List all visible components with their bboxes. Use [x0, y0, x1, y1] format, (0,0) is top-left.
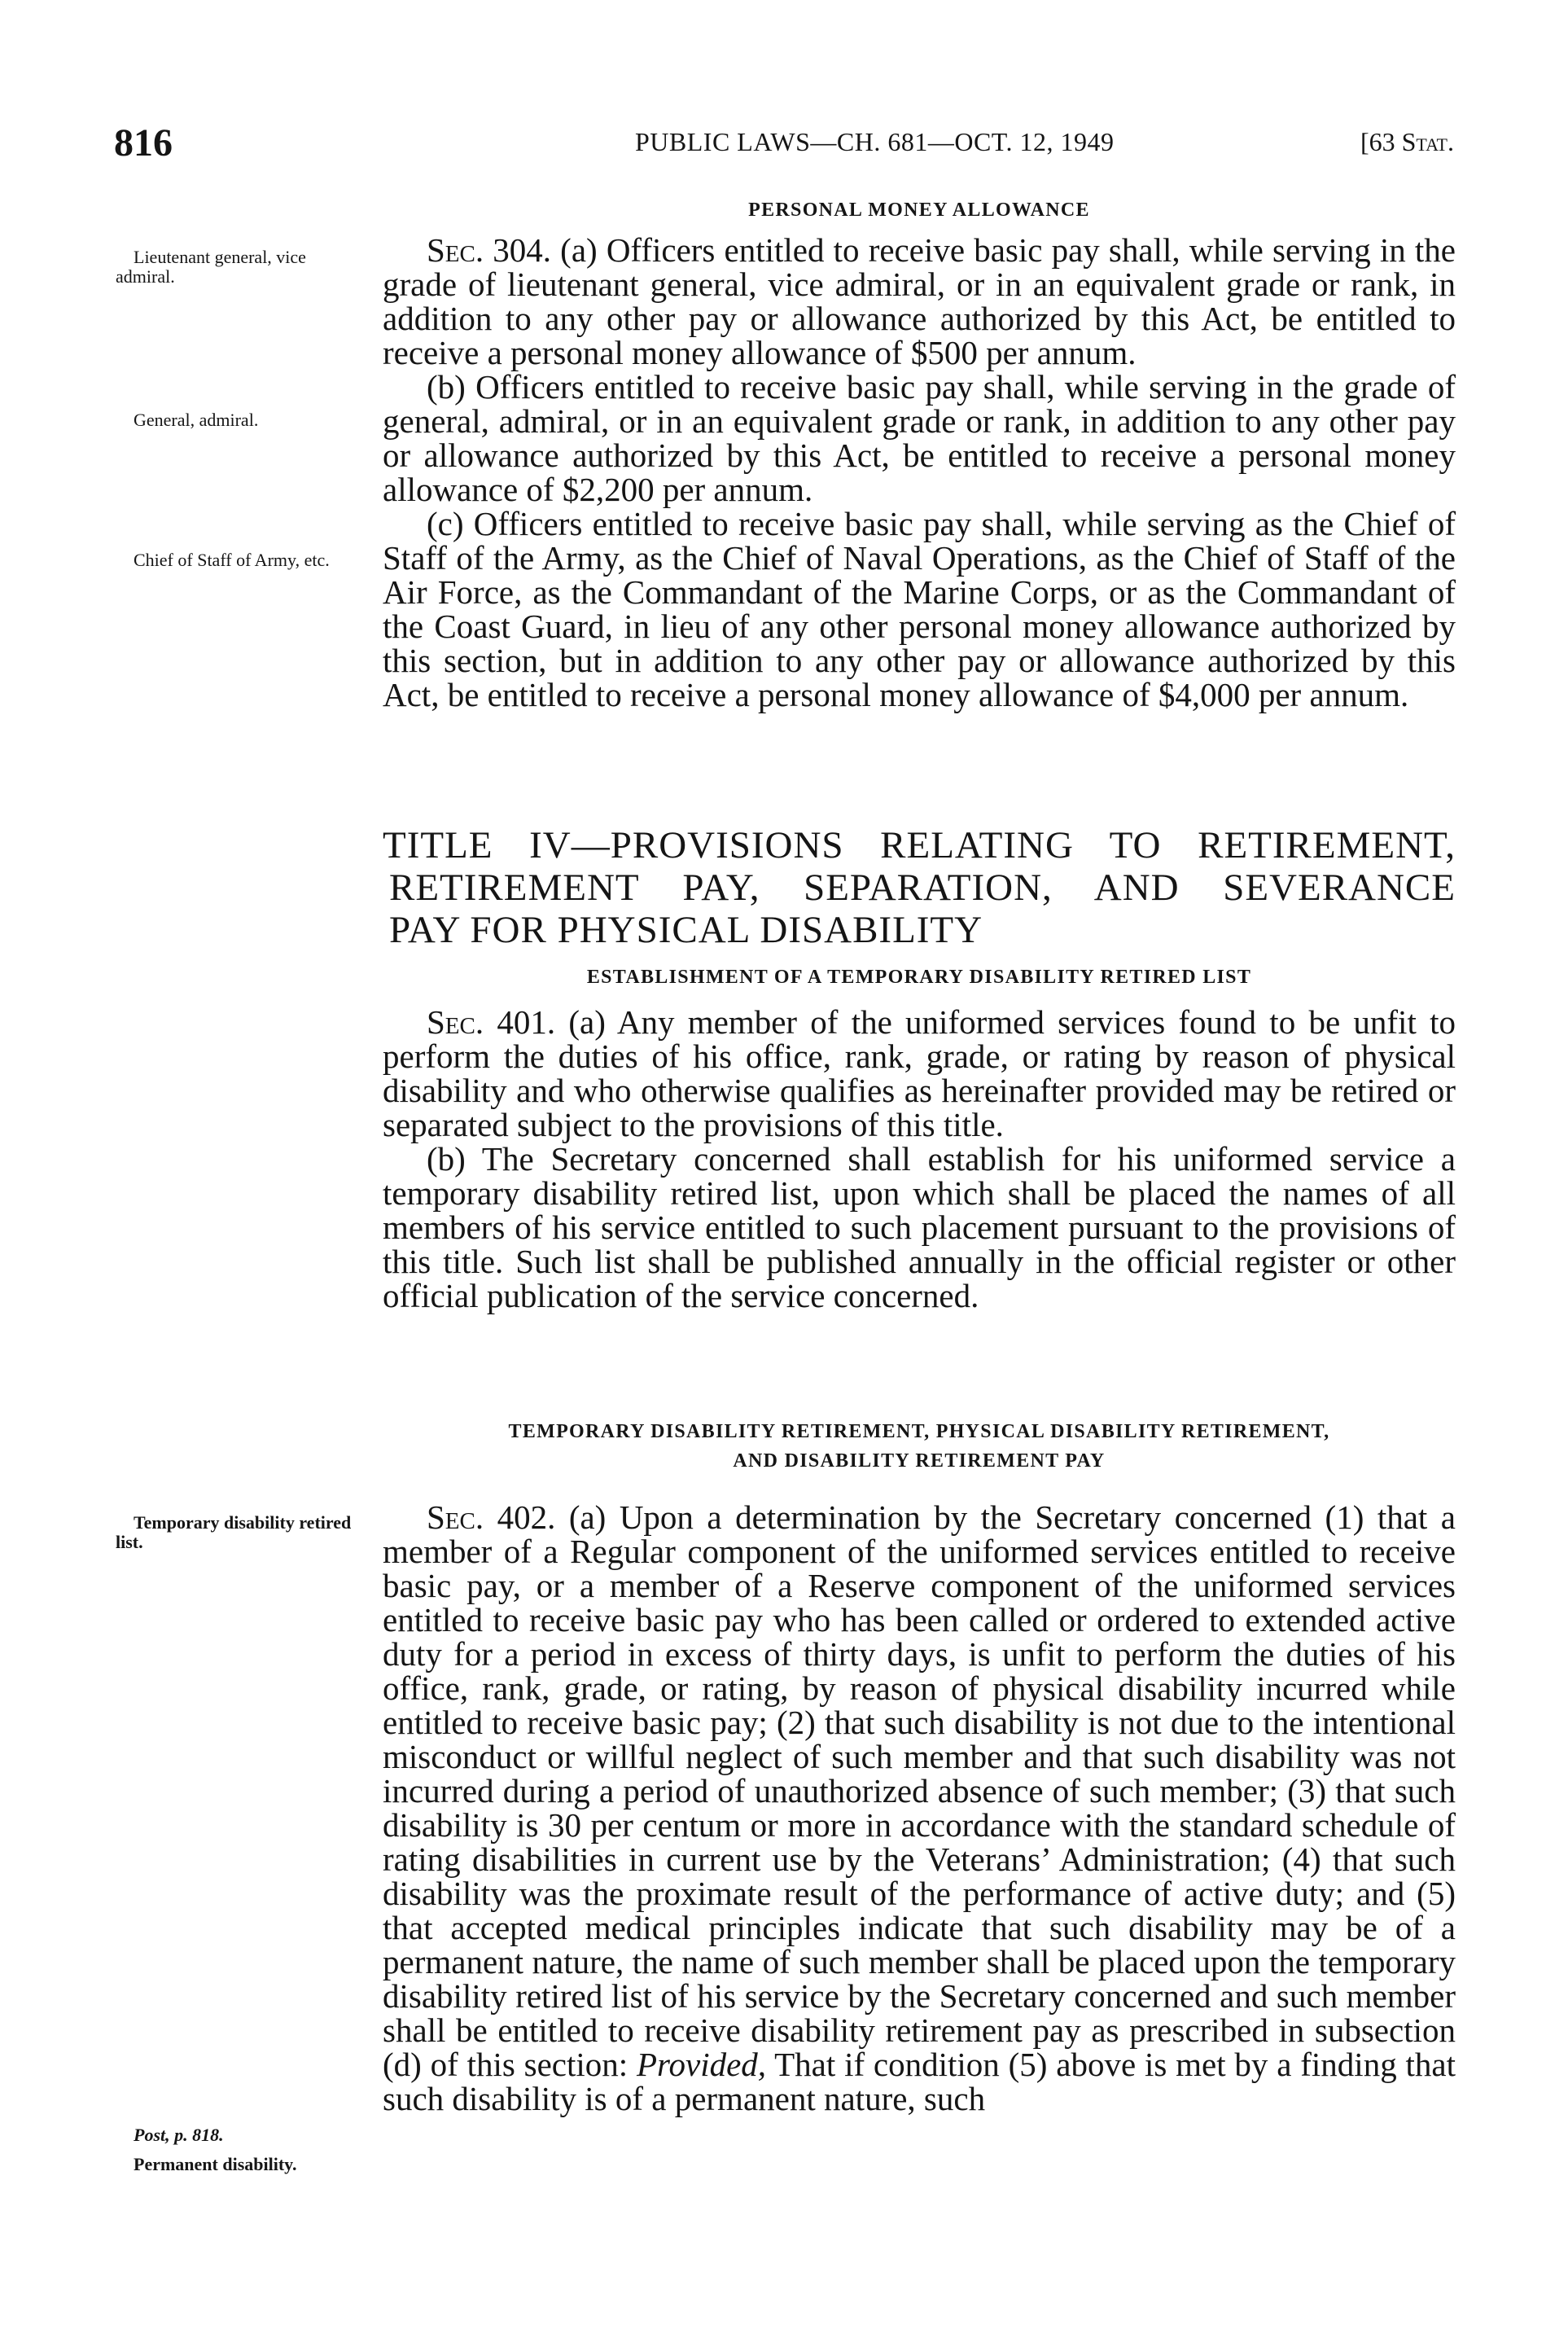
- statute-volume: [1360, 127, 1454, 157]
- margin-note-permanent-disability: Permanent disability.: [134, 2154, 297, 2174]
- margin-note-general-admiral: General, admiral.: [134, 410, 259, 430]
- title-iv-line-2: RETIREMENT PAY, SEPARATION, AND SEVERANCE: [389, 866, 1456, 909]
- section-304-heading: PERSONAL MONEY ALLOWANCE: [748, 200, 1090, 221]
- section-402-a-continuation: That if condition (5) above is met by a finding that such disability is of a permanent nature, such: [383, 2046, 1456, 2117]
- sec-label: Sec.: [427, 1498, 484, 1536]
- margin-note-lieutenant-general: Lieutenant general, vice admiral.: [116, 247, 306, 287]
- volume-prefix: [63: [1360, 127, 1402, 156]
- section-304-body: [383, 233, 1456, 712]
- volume-stat: Stat.: [1401, 127, 1454, 156]
- margin-note-chief-of-staff: Chief of Staff of Army, etc.: [134, 550, 330, 570]
- margin-note-post-reference: Post, p. 818.: [134, 2125, 224, 2145]
- title-iv-heading: [383, 824, 1456, 951]
- section-402-heading: [383, 1417, 1456, 1476]
- running-head: PUBLIC LAWS—CH. 681—OCT. 12, 1949: [635, 127, 1115, 156]
- page-number: 816: [114, 121, 173, 164]
- section-304-c: (c) Officers entitled to receive basic pay shall, while serving as the Chief of Staff of the Army, as the Chief of Naval Operations, as the Chief of Staff of the Air Force, as the Commandant of the Marine Corps, or as the Commandant of the Coast Guard, in lieu of any other personal money allowance authorized by this section, but in addition to any other pay or allowance authorized by this Act, be entitled to receive a personal money allowance of $4,000 per annum.: [383, 505, 1456, 713]
- margin-note-temporary-disability: Temporary disability retired list.: [116, 1512, 352, 1552]
- section-402-body: [383, 1500, 1456, 2116]
- sec-label: Sec.: [427, 231, 484, 269]
- section-402-a: [383, 1500, 1456, 2116]
- section-402-heading-line-2: AND DISABILITY RETIREMENT PAY: [733, 1450, 1106, 1472]
- section-401-heading: ESTABLISHMENT OF A TEMPORARY DISABILITY RETIRED LIST: [586, 967, 1252, 988]
- section-401-a-text: 401. (a) Any member of the uniformed services found to be unfit to perform the duties of his office, rank, grade, or rating by reason of physical disability and who otherwise qualifies as hereinafter provided may be retired or separated subject to the provisions of this title.: [383, 1003, 1456, 1143]
- title-iv-line-3: PAY FOR PHYSICAL DISABILITY: [389, 909, 983, 951]
- section-402-heading-line-1: TEMPORARY DISABILITY RETIREMENT, PHYSICAL DISABILITY RETIREMENT,: [508, 1421, 1330, 1442]
- proviso-word: Provided,: [637, 2046, 767, 2083]
- section-401-a: [383, 1005, 1456, 1142]
- section-401-body: [383, 1005, 1456, 1313]
- section-304-b: (b) Officers entitled to receive basic pay shall, while serving in the grade of general, admiral, or in an equivalent grade or rank, in addition to any other pay or allowance authorized by this Act, be entitled to receive a personal money allowance of $2,200 per annum.: [383, 368, 1456, 508]
- section-304-a: [383, 233, 1456, 370]
- page-header: [114, 121, 1454, 169]
- sec-label: Sec.: [427, 1003, 484, 1041]
- section-401-b: (b) The Secretary concerned shall establish for his uniformed service a temporary disability retired list, upon which shall be placed the names of all members of his service entitled to such placement pursuant to the provisions of this title. Such list shall be published annually in the official register or other official publication of the service concerned.: [383, 1140, 1456, 1314]
- title-iv-line-1: TITLE IV—PROVISIONS RELATING TO RETIREMENT,: [383, 824, 1456, 866]
- section-304-a-text: 304. (a) Officers entitled to receive basic pay shall, while serving in the grade of lieutenant general, vice admiral, or in an equivalent grade or rank, in addition to any other pay or allowance authorized by this Act, be entitled to receive a personal money allowance of $500 per annum.: [383, 231, 1456, 371]
- section-402-a-text: 402. (a) Upon a determination by the Secretary concerned (1) that a member of a Regular component of the uniformed services entitled to receive basic pay, or a member of a Reserve component of the uniformed services entitled to receive basic pay who has been called or ordered to extended active duty for a period in excess of thirty days, is unfit to perform the duties of his office, rank, grade, or rating, by reason of physical disability incurred while entitled to receive basic pay; (2) that such disability is not due to the intentional misconduct or willful neglect of such member and that such disability was not incurred during a period of unauthorized absence of such member; (3) that such disability is 30 per centum or more in accordance with the standard schedule of rating disabilities in current use by the Veterans’ Administration; (4) that such disability was the proximate result of the performance of active duty; and (5) that accepted medical principles indicate that such disability may be of a permanent nature, the name of such member shall be placed upon the temporary disability retired list of his service by the Secretary concerned and such member shall be entitled to receive disability retirement pay as prescribed in subsection (d) of this section:: [383, 1498, 1456, 2083]
